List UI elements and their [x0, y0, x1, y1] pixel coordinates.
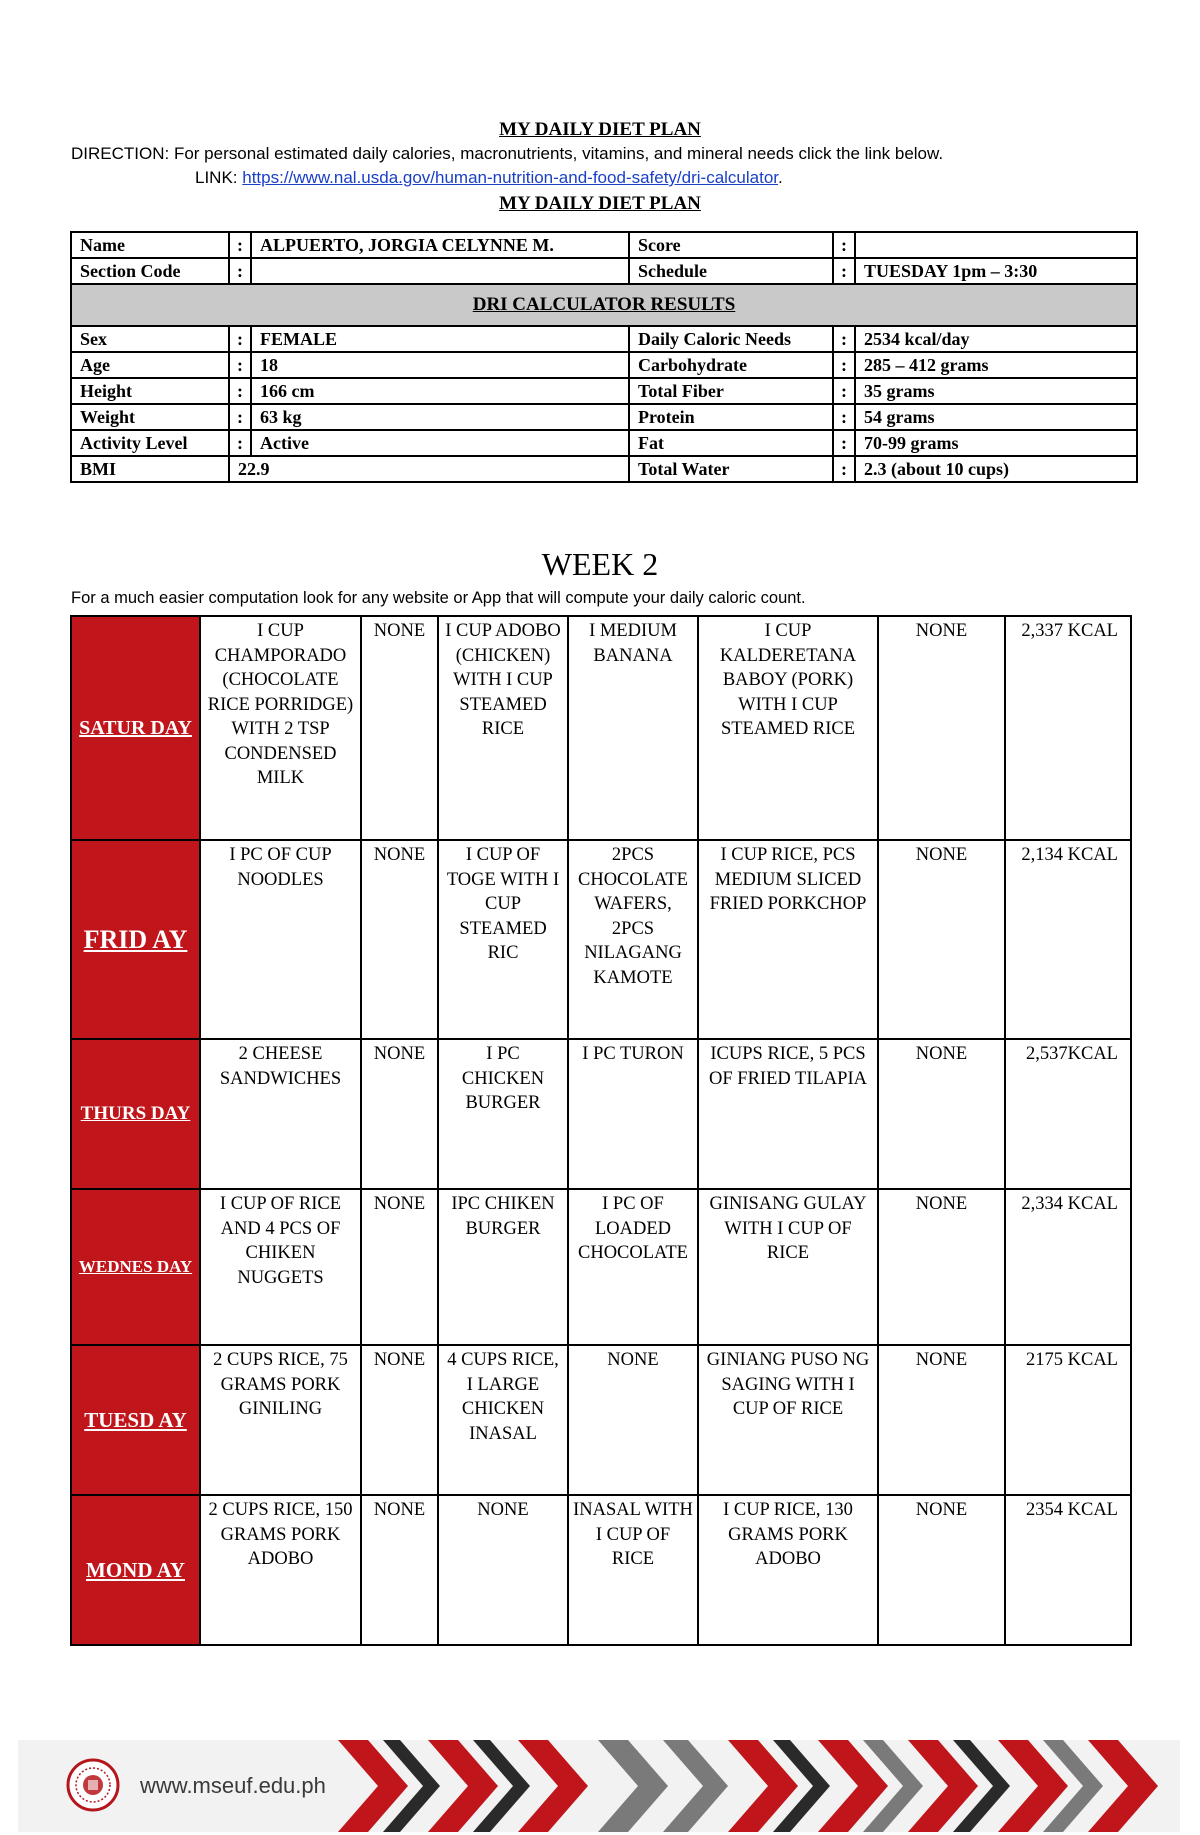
- dri-label: Total Fiber: [629, 378, 833, 404]
- meal-cell: GINISANG GULAY WITH I CUP OF RICE: [698, 1189, 878, 1345]
- dri-calculator-link[interactable]: https://www.nal.usda.gov/human-nutrition-and-food-safety/dri-calculator: [242, 168, 779, 187]
- dri-label: Protein: [629, 404, 833, 430]
- score-value: [855, 232, 1137, 258]
- separator: :: [229, 232, 251, 258]
- kcal-cell: 2354 KCAL: [1005, 1495, 1131, 1645]
- dri-value: FEMALE: [251, 326, 629, 352]
- dri-section-title: DRI CALCULATOR RESULTS: [71, 284, 1137, 326]
- dri-value: 285 – 412 grams: [855, 352, 1137, 378]
- separator: :: [229, 404, 251, 430]
- day-label: SATUR DAY: [71, 616, 200, 840]
- name-label: Name: [71, 232, 229, 258]
- meal-cell: NONE: [878, 1495, 1005, 1645]
- meal-cell: NONE: [361, 1495, 438, 1645]
- meal-cell: I PC OF LOADED CHOCOLATE: [568, 1189, 698, 1345]
- decorative-chevrons-icon: [338, 1740, 1180, 1832]
- week-plan-table: [70, 615, 1132, 1646]
- section-code-label: Section Code: [71, 258, 229, 284]
- meal-cell: IPC CHIKEN BURGER: [438, 1189, 568, 1345]
- dri-value: 18: [251, 352, 629, 378]
- meal-cell: NONE: [878, 616, 1005, 840]
- day-label: THURS DAY: [71, 1039, 200, 1189]
- info-table: [70, 231, 1138, 483]
- footer-banner: [18, 1740, 1180, 1832]
- meal-cell: 4 CUPS RICE, I LARGE CHICKEN INASAL: [438, 1345, 568, 1495]
- separator: :: [833, 404, 855, 430]
- week-title: WEEK 2: [541, 546, 659, 582]
- kcal-cell: 2,337 KCAL: [1005, 616, 1131, 840]
- meal-cell: ICUPS RICE, 5 PCS OF FRIED TILAPIA: [698, 1039, 878, 1189]
- dri-value: 166 cm: [251, 378, 629, 404]
- dri-row: [71, 456, 1137, 482]
- dri-value: 63 kg: [251, 404, 629, 430]
- link-prefix: LINK:: [195, 168, 243, 187]
- kcal-cell: 2,134 KCAL: [1005, 840, 1131, 1039]
- website-url: www.mseuf.edu.ph: [140, 1773, 326, 1798]
- meal-cell: NONE: [878, 840, 1005, 1039]
- dri-value: 54 grams: [855, 404, 1137, 430]
- meal-cell: 2 CUPS RICE, 150 GRAMS PORK ADOBO: [200, 1495, 361, 1645]
- dri-label: Activity Level: [71, 430, 229, 456]
- meal-cell: NONE: [361, 1345, 438, 1495]
- day-row: [71, 1345, 1131, 1495]
- day-row: [71, 1495, 1131, 1645]
- day-row: [71, 1039, 1131, 1189]
- separator: :: [833, 352, 855, 378]
- link-suffix: .: [778, 168, 783, 187]
- meal-cell: NONE: [361, 840, 438, 1039]
- separator: :: [833, 232, 855, 258]
- meal-cell: I CUP RICE, 130 GRAMS PORK ADOBO: [698, 1495, 878, 1645]
- day-row: [71, 1189, 1131, 1345]
- link-line: [195, 167, 783, 189]
- meal-cell: I CUP KALDERETANA BABOY (PORK) WITH I CUP STEAMED RICE: [698, 616, 878, 840]
- meal-cell: NONE: [878, 1039, 1005, 1189]
- name-value: ALPUERTO, JORGIA CELYNNE M.: [251, 232, 629, 258]
- kcal-cell: 2,334 KCAL: [1005, 1189, 1131, 1345]
- dri-label: Weight: [71, 404, 229, 430]
- day-label: TUESD AY: [71, 1345, 200, 1495]
- page-subtitle: MY DAILY DIET PLAN: [499, 193, 701, 214]
- dri-row: [71, 430, 1137, 456]
- day-row: [71, 840, 1131, 1039]
- dri-label: Age: [71, 352, 229, 378]
- university-seal-icon: [66, 1758, 120, 1812]
- meal-cell: I CUP CHAMPORADO (CHOCOLATE RICE PORRIDGE) WITH 2 TSP CONDENSED MILK: [200, 616, 361, 840]
- separator: :: [229, 258, 251, 284]
- dri-value: 2534 kcal/day: [855, 326, 1137, 352]
- dri-row: [71, 352, 1137, 378]
- separator: :: [833, 456, 855, 482]
- meal-cell: NONE: [361, 1039, 438, 1189]
- dri-row: [71, 404, 1137, 430]
- kcal-cell: 2,537KCAL: [1005, 1039, 1131, 1189]
- meal-cell: I PC CHICKEN BURGER: [438, 1039, 568, 1189]
- meal-cell: 2 CHEESE SANDWICHES: [200, 1039, 361, 1189]
- dri-label: BMI: [71, 456, 229, 482]
- separator: :: [229, 430, 251, 456]
- separator: :: [833, 326, 855, 352]
- kcal-cell: 2175 KCAL: [1005, 1345, 1131, 1495]
- meal-cell: I CUP ADOBO (CHICKEN) WITH I CUP STEAMED RICE: [438, 616, 568, 840]
- meal-cell: 2PCS CHOCOLATE WAFERS, 2PCS NILAGANG KAMOTE: [568, 840, 698, 1039]
- section-code-value: [251, 258, 629, 284]
- dri-section-row: [71, 284, 1137, 326]
- meal-cell: INASAL WITH I CUP OF RICE: [568, 1495, 698, 1645]
- info-row-name: [71, 232, 1137, 258]
- separator: :: [229, 352, 251, 378]
- dri-label: Daily Caloric Needs: [629, 326, 833, 352]
- meal-cell: I CUP RICE, PCS MEDIUM SLICED FRIED PORKCHOP: [698, 840, 878, 1039]
- direction-text: DIRECTION: For personal estimated daily calories, macronutrients, vitamins, and mineral needs click the link below.: [71, 144, 944, 163]
- meal-cell: NONE: [568, 1345, 698, 1495]
- day-label: WEDNES DAY: [71, 1189, 200, 1345]
- meal-cell: NONE: [361, 616, 438, 840]
- week-note: For a much easier computation look for any website or App that will compute your daily caloric count.: [71, 589, 806, 607]
- day-label: FRID AY: [71, 840, 200, 1039]
- meal-cell: NONE: [878, 1189, 1005, 1345]
- dri-row: [71, 326, 1137, 352]
- meal-cell: 2 CUPS RICE, 75 GRAMS PORK GINILING: [200, 1345, 361, 1495]
- dri-label: Sex: [71, 326, 229, 352]
- meal-cell: GINIANG PUSO NG SAGING WITH I CUP OF RICE: [698, 1345, 878, 1495]
- separator: :: [833, 258, 855, 284]
- dri-label: Fat: [629, 430, 833, 456]
- separator: :: [833, 378, 855, 404]
- meal-cell: I PC OF CUP NOODLES: [200, 840, 361, 1039]
- meal-cell: NONE: [361, 1189, 438, 1345]
- score-label: Score: [629, 232, 833, 258]
- separator: :: [229, 378, 251, 404]
- schedule-value: TUESDAY 1pm – 3:30: [855, 258, 1137, 284]
- day-row: [71, 616, 1131, 840]
- meal-cell: I CUP OF RICE AND 4 PCS OF CHIKEN NUGGETS: [200, 1189, 361, 1345]
- schedule-label: Schedule: [629, 258, 833, 284]
- dri-value: Active: [251, 430, 629, 456]
- dri-value: 22.9: [229, 456, 629, 482]
- dri-label: Carbohydrate: [629, 352, 833, 378]
- meal-cell: I MEDIUM BANANA: [568, 616, 698, 840]
- meal-cell: NONE: [878, 1345, 1005, 1495]
- day-label: MOND AY: [71, 1495, 200, 1645]
- dri-value: 70-99 grams: [855, 430, 1137, 456]
- dri-value: 35 grams: [855, 378, 1137, 404]
- separator: :: [833, 430, 855, 456]
- separator: :: [229, 326, 251, 352]
- meal-cell: I CUP OF TOGE WITH I CUP STEAMED RIC: [438, 840, 568, 1039]
- info-row-section: [71, 258, 1137, 284]
- dri-label: Total Water: [629, 456, 833, 482]
- page-title: MY DAILY DIET PLAN: [499, 119, 701, 140]
- meal-cell: NONE: [438, 1495, 568, 1645]
- dri-label: Height: [71, 378, 229, 404]
- dri-row: [71, 378, 1137, 404]
- meal-cell: I PC TURON: [568, 1039, 698, 1189]
- dri-value: 2.3 (about 10 cups): [855, 456, 1137, 482]
